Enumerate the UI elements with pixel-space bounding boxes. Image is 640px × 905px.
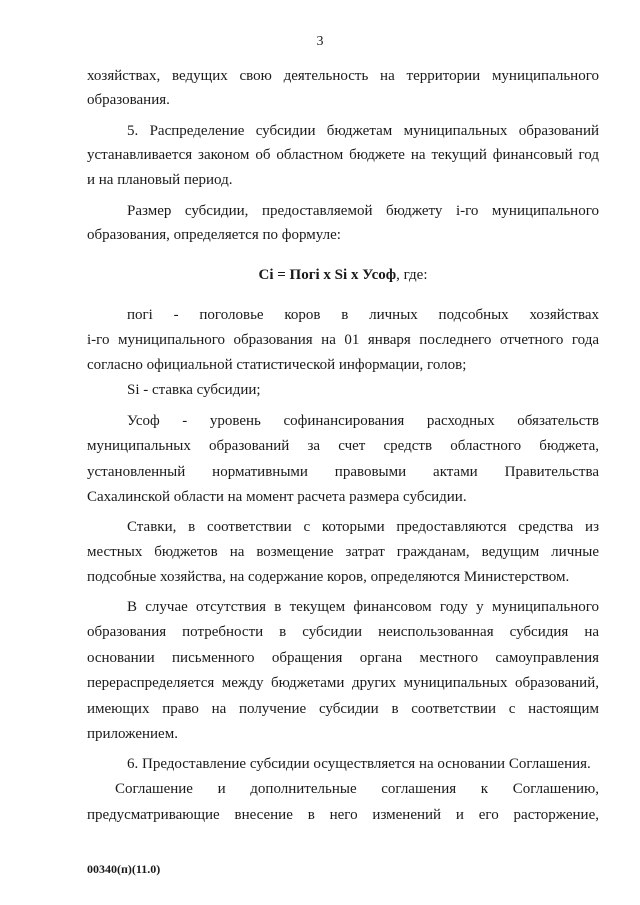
text-line: Соглашение и дополнительные соглашения к Соглашению, (115, 781, 599, 797)
text-line: Сахалинской области на момент расчета размера субсидии. (87, 489, 467, 505)
text-line: устанавливается законом об областном бюджете на текущий финансовый год (87, 147, 599, 163)
text-line: перераспределяется между бюджетами других муниципальных образований, (87, 675, 599, 691)
text-line: хозяйствах, ведущих свою деятельность на территории муниципального (87, 68, 599, 84)
formula (87, 265, 599, 285)
text-line: 5. Распределение субсидии бюджетам муниципальных образований (127, 123, 599, 139)
text-line: образования. (87, 92, 170, 108)
text-line: и на плановый период. (87, 172, 233, 188)
text-line: погi - поголовье коров в личных подсобных хозяйствах (127, 307, 599, 323)
text-line: 6. Предоставление субсидии осуществляется на основании Соглашения. (127, 756, 591, 772)
text-line: приложением. (87, 726, 178, 742)
text-line: Ставки, в соответствии с которыми предоставляются средства из (127, 519, 599, 535)
formula-expression: Ci = Погi x Si x Усоф (258, 267, 397, 283)
text-line: установленный нормативными правовыми актами Правительства (87, 464, 599, 480)
text-line: Размер субсидии, предоставляемой бюджету i-го муниципального (127, 203, 599, 219)
document-footer-code: 00340(п)(11.0) (87, 862, 161, 876)
formula-suffix: , где: (396, 267, 428, 283)
text-line: имеющих право на получение субсидии в соответствии с настоящим (87, 701, 599, 717)
text-line: В случае отсутствия в текущем финансовом году у муниципального (127, 599, 599, 615)
text-line: образования, определяется по формуле: (87, 227, 341, 243)
text-line: муниципальных образований за счет средств областного бюджета, (87, 438, 599, 454)
text-line: местных бюджетов на возмещение затрат гражданам, ведущим личные (87, 544, 599, 560)
page-number: 3 (316, 34, 324, 49)
text-line: основании письменного обращения органа местного самоуправления (87, 650, 599, 666)
text-line: Si - ставка субсидии; (127, 382, 261, 398)
text-line: i-го муниципального образования на 01 января последнего отчетного года (87, 332, 599, 348)
text-line: образования потребности в субсидии неиспользованная субсидия на (87, 624, 599, 640)
text-line: подсобные хозяйства, на содержание коров, определяются Министерством. (87, 569, 570, 585)
text-line: предусматривающие внесение в него изменений и его расторжение, (87, 807, 599, 823)
text-line: Усоф - уровень софинансирования расходных обязательств (127, 413, 599, 429)
text-line: согласно официальной статистической информации, голов; (87, 357, 467, 373)
